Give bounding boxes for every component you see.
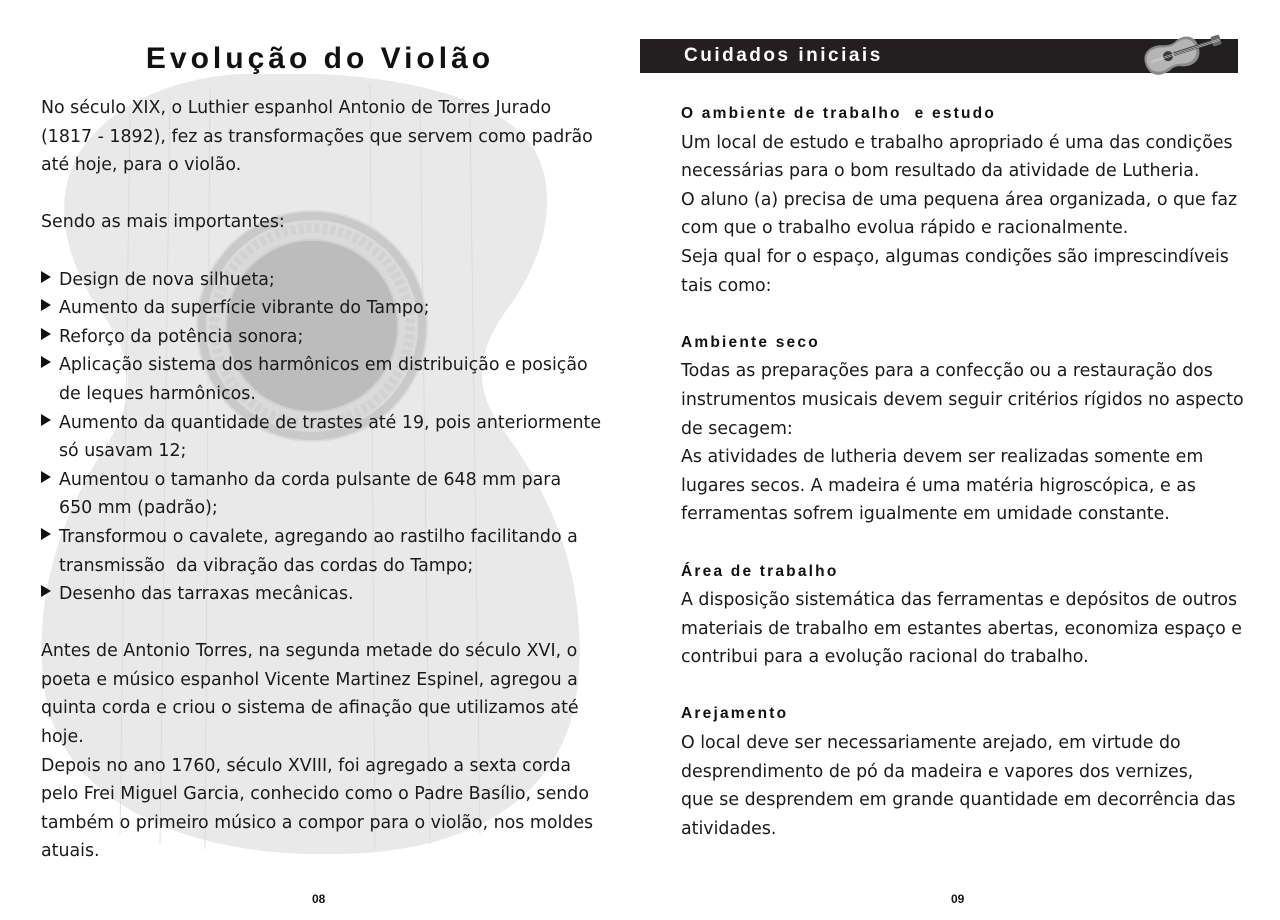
paragraph-line: tais como: [681, 275, 772, 296]
triangle-bullet-icon [41, 471, 51, 483]
paragraph-line: atividades. [681, 818, 777, 839]
paragraph-line: As atividades de lutheria devem ser realizadas somente em [681, 447, 1204, 468]
paragraph-line: necessárias para o bom resultado da atividade de Lutheria. [681, 161, 1200, 182]
paragraph-line: Seja qual for o espaço, algumas condições são imprescindíveis [681, 246, 1229, 267]
paragraph-line: instrumentos musicais devem seguir critérios rígidos no aspecto [681, 389, 1244, 410]
section-heading: Área de trabalho [681, 562, 839, 580]
section-header-title: Cuidados iniciais [684, 45, 883, 66]
section-heading: Ambiente seco [681, 333, 820, 351]
paragraph-line: contribui para a evolução racional do trabalho. [681, 647, 1089, 668]
section-heading: Arejamento [681, 705, 789, 723]
closing-line: Antes de Antonio Torres, na segunda metade do século XVI, o [41, 641, 578, 662]
section-ambiente [681, 100, 1246, 300]
list-item-line: Aplicação sistema dos harmônicos em distribuição e posição [59, 355, 588, 376]
closing-line: hoje. [41, 727, 84, 748]
right-body [681, 100, 1246, 843]
closing-line: quinta corda e criou o sistema de afinação que utilizamos até [41, 698, 579, 719]
section-area-de-trabalho [681, 558, 1246, 672]
bullets-intro: Sendo as mais importantes: [41, 212, 285, 233]
list-item-line: Aumento da superfície vibrante do Tampo; [59, 298, 430, 319]
paragraph-line: desprendimento de pó da madeira e vapores dos vernizes, [681, 761, 1194, 782]
list-item [41, 323, 611, 352]
triangle-bullet-icon [41, 271, 51, 283]
paragraph-line: O aluno (a) precisa de uma pequena área organizada, o que faz [681, 189, 1238, 210]
paragraph-line: O local deve ser necessariamente arejado, em virtude do [681, 733, 1181, 754]
list-item-line: só usavam 12; [59, 441, 187, 462]
list-item-line: transmissão da vibração das cordas do Tampo; [59, 555, 474, 576]
closing-line: poeta e músico espanhol Vicente Martinez Espinel, agregou a [41, 669, 578, 690]
closing-line: também o primeiro músico a compor para o violão, nos moldes [41, 812, 594, 833]
list-item-line: Reforço da potência sonora; [59, 326, 304, 347]
section-heading: O ambiente de trabalho e estudo [681, 105, 997, 122]
list-item [41, 266, 611, 295]
triangle-bullet-icon [41, 356, 51, 368]
paragraph-line: A disposição sistemática das ferramentas e depósitos de outros [681, 590, 1238, 611]
paragraph-line: de secagem: [681, 418, 793, 439]
paragraph-line: com que o trabalho evolua rápido e racionalmente. [681, 218, 1129, 239]
guitar-header-icon [1138, 26, 1224, 82]
list-item [41, 294, 611, 323]
list-item-line: de leques harmônicos. [59, 383, 256, 404]
list-item [41, 523, 611, 580]
list-item [41, 351, 611, 408]
list-item-line: Design de nova silhueta; [59, 269, 275, 290]
paragraph-line: lugares secos. A madeira é uma matéria higroscópica, e as [681, 475, 1196, 496]
list-item [41, 409, 611, 466]
list-item-line: Aumento da quantidade de trastes até 19, pois anteriormente [59, 412, 602, 433]
list-item-line: 650 mm (padrão); [59, 498, 218, 519]
left-body [41, 94, 611, 866]
intro-line: (1817 - 1892), fez as transformações que servem como padrão [41, 126, 593, 147]
intro-line: No século XIX, o Luthier espanhol Antonio de Torres Jurado [41, 98, 552, 118]
right-page [640, 0, 1280, 920]
triangle-bullet-icon [41, 528, 51, 540]
list-item [41, 580, 611, 609]
closing-line: Depois no ano 1760, século XVIII, foi agregado a sexta corda [41, 755, 571, 776]
triangle-bullet-icon [41, 585, 51, 597]
list-item-line: Desenho das tarraxas mecânicas. [59, 584, 354, 605]
triangle-bullet-icon [41, 299, 51, 311]
closing-line: pelo Frei Miguel Garcia, conhecido como o Padre Basílio, sendo [41, 784, 589, 805]
section-arejamento [681, 700, 1246, 843]
intro-line: até hoje, para o violão. [41, 155, 242, 176]
section-ambiente-seco [681, 329, 1246, 529]
page-number: 08 [312, 892, 326, 906]
paragraph-line: que se desprendem em grande quantidade em decorrência das [681, 790, 1236, 811]
paragraph-line: ferramentas sofrem igualmente em umidade constante. [681, 504, 1170, 525]
closing-line: atuais. [41, 841, 100, 862]
triangle-bullet-icon [41, 414, 51, 426]
paragraph-line: Um local de estudo e trabalho apropriado é uma das condições [681, 132, 1233, 153]
list-item-line: Aumentou o tamanho da corda pulsante de 648 mm para [59, 469, 562, 490]
triangle-bullet-icon [41, 328, 51, 340]
page-number: 09 [951, 892, 965, 906]
page-title: Evolução do Violão [145, 42, 495, 75]
list-item [41, 466, 611, 523]
paragraph-line: materiais de trabalho em estantes abertas, economiza espaço e [681, 618, 1242, 639]
paragraph-line: Todas as preparações para a confecção ou a restauração dos [681, 361, 1213, 382]
improvements-list [41, 266, 611, 609]
list-item-line: Transformou o cavalete, agregando ao rastilho facilitando a [59, 526, 578, 547]
